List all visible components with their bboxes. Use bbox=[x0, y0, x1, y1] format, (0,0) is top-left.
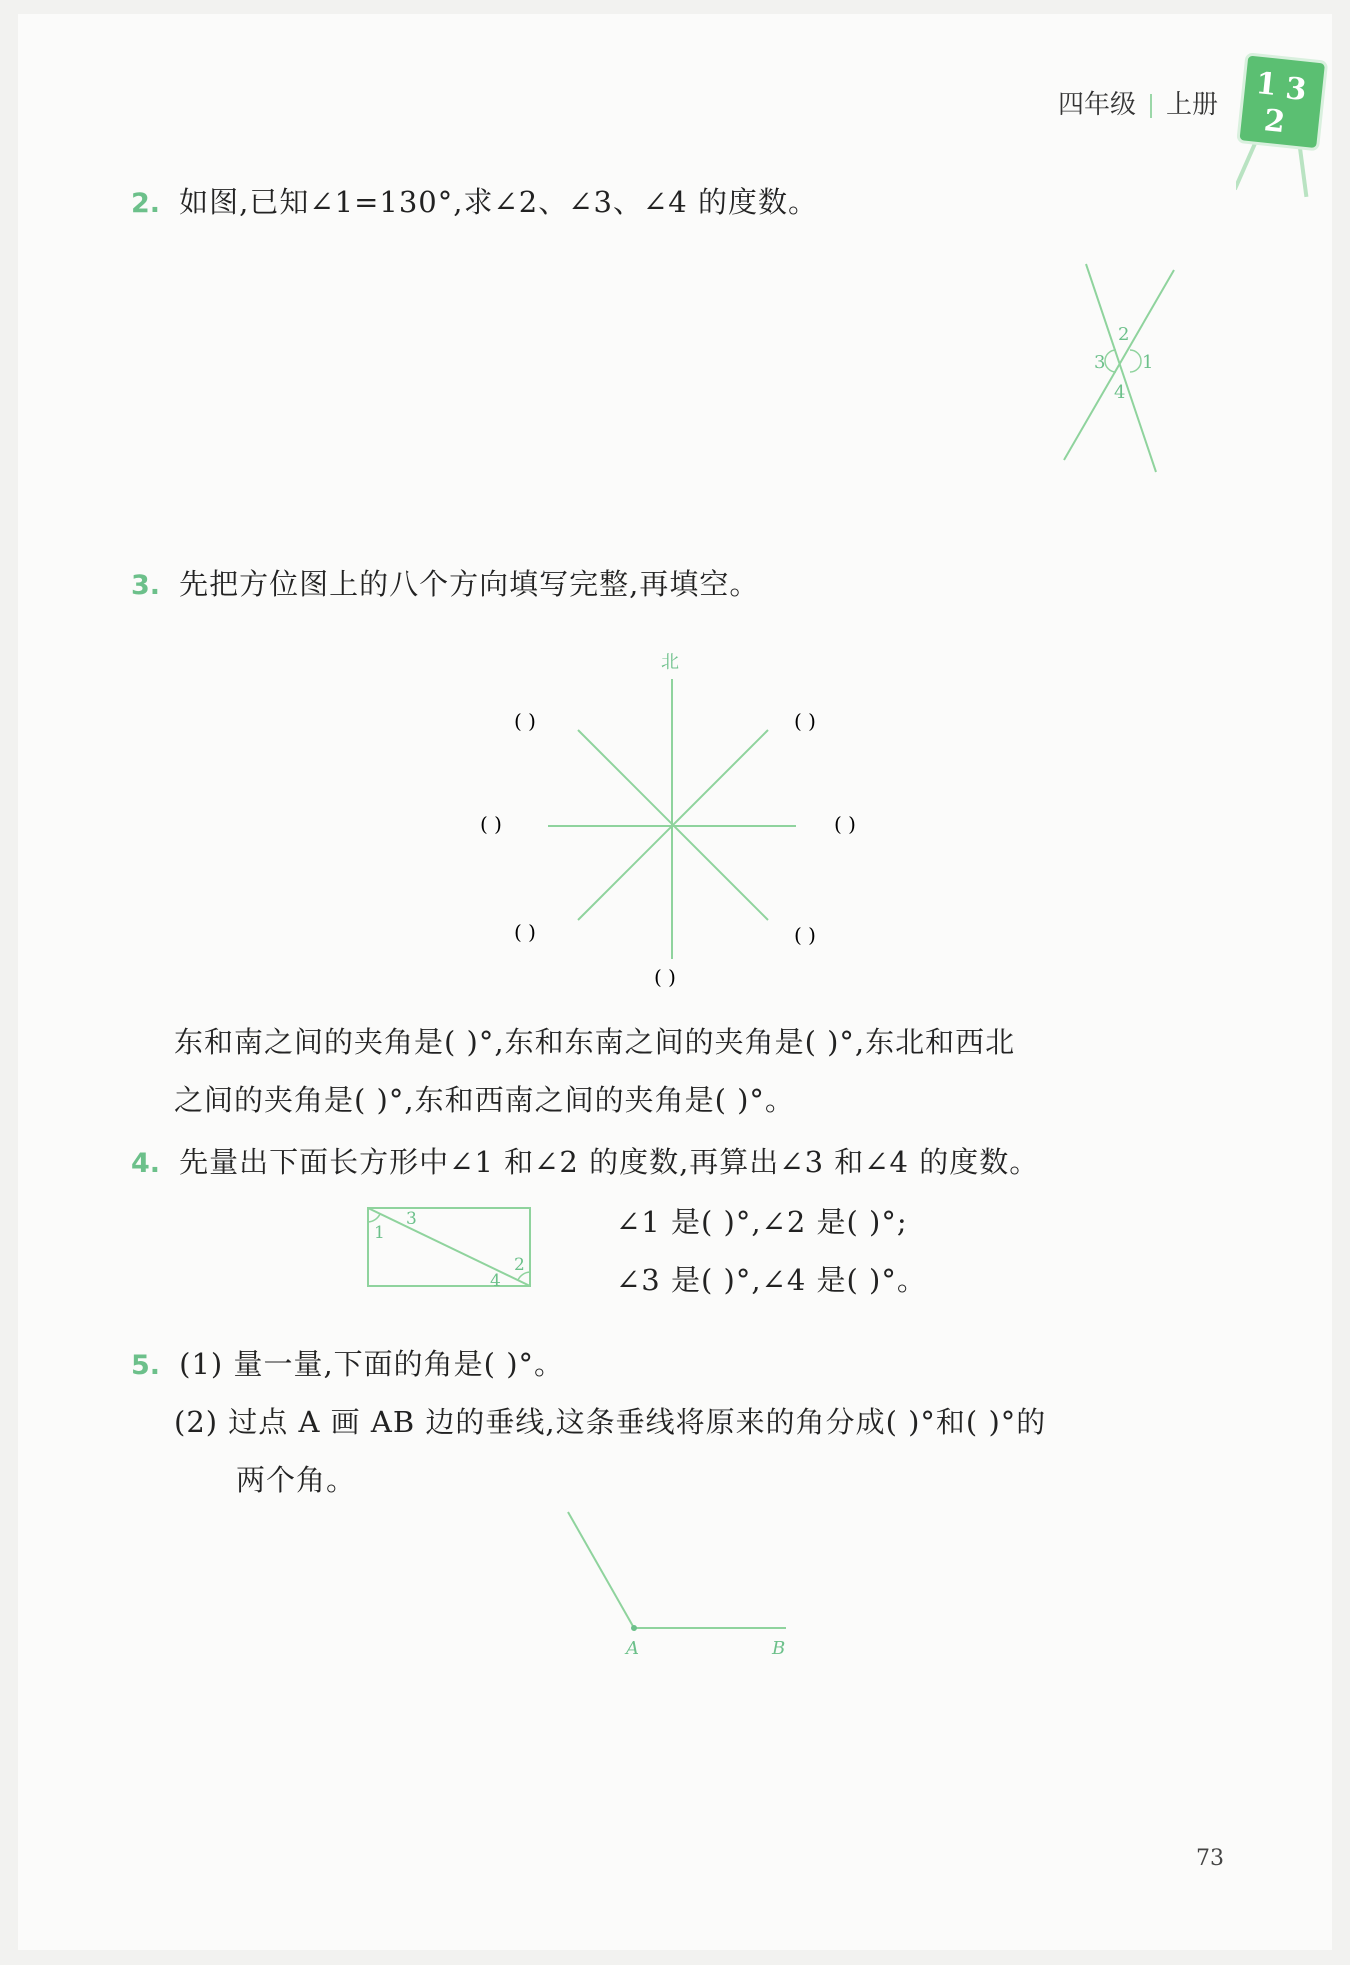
direction-blank-west: ( ) bbox=[480, 812, 502, 836]
direction-blank-northwest: ( ) bbox=[514, 709, 536, 733]
direction-blank-south: ( ) bbox=[654, 965, 676, 989]
logo-digit-2: 2 bbox=[1262, 103, 1287, 141]
rect-angle-label-2: 2 bbox=[514, 1255, 525, 1275]
question-5-part-2-line-1: (2) 过点 A 画 AB 边的垂线,这条垂线将原来的角分成( )°和( )°的 bbox=[174, 1405, 1047, 1439]
question-5-number: 5. bbox=[131, 1350, 161, 1381]
question-4-text: 先量出下面长方形中∠1 和∠2 的度数,再算出∠3 和∠4 的度数。 bbox=[179, 1145, 1040, 1179]
direction-blank-east: ( ) bbox=[834, 812, 856, 836]
volume-label: 上册 bbox=[1166, 90, 1219, 120]
direction-blank-southeast: ( ) bbox=[794, 923, 816, 947]
question-3 bbox=[131, 562, 759, 603]
question-4-answer-line-2: ∠3 是( )°,∠4 是( )°。 bbox=[616, 1263, 927, 1297]
angle-label-4: 4 bbox=[1114, 382, 1126, 403]
question-2-number: 2. bbox=[131, 188, 161, 219]
chalkboard-logo-icon bbox=[1236, 44, 1332, 214]
point-a-label: A bbox=[626, 1638, 639, 1659]
north-label: 北 bbox=[661, 652, 679, 673]
angle-ab-figure bbox=[558, 1504, 818, 1684]
question-5 bbox=[131, 1342, 564, 1383]
question-2 bbox=[131, 180, 818, 221]
intersecting-lines-figure bbox=[1038, 254, 1198, 484]
question-2-text: 如图,已知∠1=130°,求∠2、∠3、∠4 的度数。 bbox=[179, 185, 818, 219]
question-3-fill-line-1: 东和南之间的夹角是( )°,东和东南之间的夹角是( )°,东北和西北 bbox=[174, 1025, 1016, 1059]
direction-blank-southwest: ( ) bbox=[514, 920, 536, 944]
workbook-page bbox=[18, 14, 1332, 1950]
direction-blank-northeast: ( ) bbox=[794, 709, 816, 733]
page-number: 73 bbox=[1196, 1846, 1224, 1871]
rectangle-diagonal-figure bbox=[362, 1200, 542, 1300]
question-3-text: 先把方位图上的八个方向填写完整,再填空。 bbox=[179, 567, 760, 601]
angle-label-3: 3 bbox=[1094, 352, 1106, 373]
grade-label: 四年级 bbox=[1058, 90, 1137, 120]
header-separator bbox=[1150, 94, 1152, 118]
question-3-fill-line-2: 之间的夹角是( )°,东和西南之间的夹角是( )°。 bbox=[174, 1083, 795, 1117]
logo-digit-3: 3 bbox=[1283, 71, 1309, 109]
question-3-number: 3. bbox=[131, 570, 161, 601]
rect-angle-label-1: 1 bbox=[374, 1223, 385, 1243]
rect-angle-label-3: 3 bbox=[406, 1209, 417, 1229]
compass-rose-figure bbox=[458, 634, 918, 1004]
angle-label-1: 1 bbox=[1142, 352, 1154, 373]
angle-label-2: 2 bbox=[1118, 324, 1130, 345]
question-4-answer-line-1: ∠1 是( )°,∠2 是( )°; bbox=[616, 1205, 908, 1239]
page-header bbox=[1058, 84, 1218, 121]
point-b-label: B bbox=[772, 1638, 786, 1659]
question-5-part-1: (1) 量一量,下面的角是( )°。 bbox=[179, 1347, 565, 1381]
question-5-part-2-line-2: 两个角。 bbox=[236, 1463, 357, 1497]
logo-digit-1: 1 bbox=[1254, 66, 1279, 104]
question-4 bbox=[131, 1140, 1039, 1181]
question-4-number: 4. bbox=[131, 1148, 161, 1179]
rect-angle-label-4: 4 bbox=[490, 1271, 501, 1291]
